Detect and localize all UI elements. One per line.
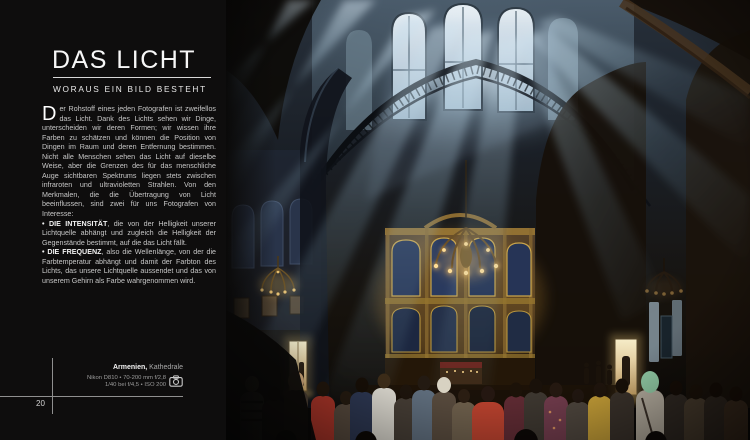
exif-line-2: 1/40 bei f/4,5 • ISO 200 [104, 381, 166, 388]
caption-location-rest: Kathedrale [147, 364, 183, 371]
bullet-frequency [42, 248, 216, 286]
vignette [226, 0, 750, 440]
camera-icon [169, 375, 183, 387]
page-subtitle: WORAUS EIN BILD BESTEHT [53, 84, 207, 94]
bullet-marker: • [42, 248, 48, 257]
cathedral-photo [226, 0, 750, 440]
left-page [0, 0, 226, 440]
photo-caption-location [53, 364, 183, 371]
intro-paragraph [42, 105, 216, 220]
body-copy [42, 105, 216, 286]
page-number: 20 [36, 399, 45, 408]
bullet-lead: DIE INTENSITÄT [48, 219, 108, 228]
bullet-marker: • [42, 219, 49, 228]
photo-caption-exif [40, 375, 166, 390]
bullet-intensity [42, 220, 216, 249]
bullet-lead: DIE FREQUENZ [47, 248, 102, 257]
exif-line-1: Nikon D810 • 70-200 mm f/2,8 [86, 374, 166, 381]
bullet-text: , die von der Helligkeit unserer Lichtquelle abhängt und zugleich die Helligkeit der Gegenstände bestimmt, auf die das Licht fällt. [42, 219, 217, 247]
intro-text: er Rohstoff eines jeden Fotografen ist zweifellos das Licht. Dank des Lichts sehen wir Dinge, unterscheiden wir deren Formen; wir wissen ihre Farben zu schätzen und können die Position von Dingen im Raum und deren Entfernung bestimmen. Nicht alle Menschen sehen das Licht auf dieselbe Weise, aber die Grenzen des für das menschliche Auge sichtbaren Spektrums liegen stets zwischen infraroten und ultravioletten Strahlen. Von den Merkmalen, die die Übertragung von Licht beeinflussen, sind zwei für uns Fotografen von Interesse: [42, 105, 216, 219]
bullet-text: , also die Wellenlänge, von der die Farbtemperatur abhängt und damit der Farbton des Lichts, das unsere Lichtquelle aussendet und das von unserem Gehirn als Farbe wahrgenommen wird. [42, 248, 216, 285]
caption-location-bold: Armenien, [112, 364, 148, 371]
title-rule [53, 77, 211, 78]
drop-cap: D [42, 103, 57, 125]
caption-divider-horizontal [0, 396, 183, 397]
page-title: DAS LICHT [52, 46, 197, 74]
